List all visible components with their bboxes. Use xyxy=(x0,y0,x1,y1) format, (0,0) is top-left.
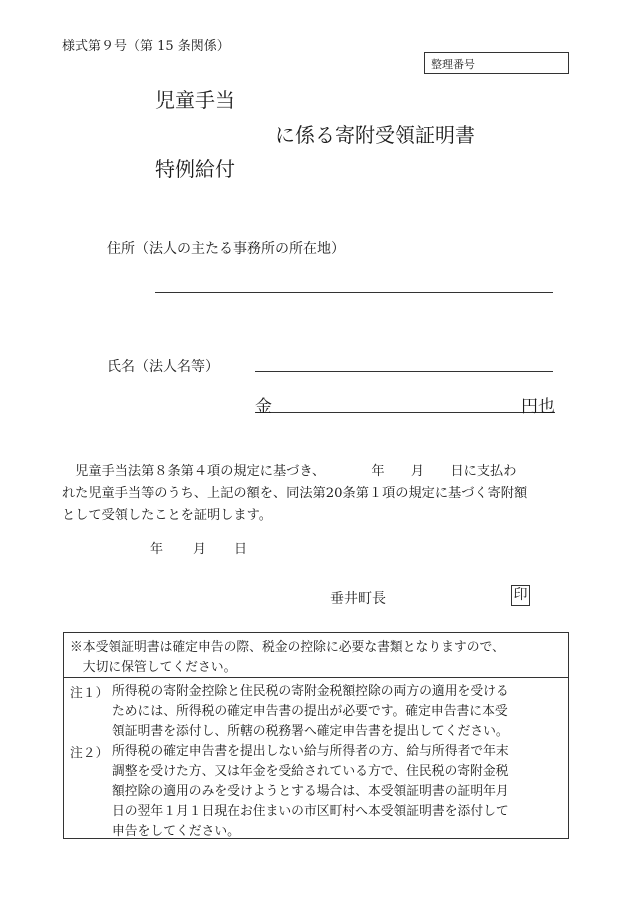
amount-prefix: 金 xyxy=(255,397,272,417)
note-line: 額控除の適用のみを受けようとする場合は、本受領証明書の証明年月 xyxy=(112,784,509,799)
certification-statement xyxy=(62,461,572,527)
note-line: 所得税の確定申告書を提出しない給与所得者の方、給与所得者で年末 xyxy=(112,744,509,759)
address-field-line xyxy=(155,292,553,293)
name-label: 氏名（法人名等） xyxy=(107,359,219,375)
issuer-title: 垂井町長 xyxy=(330,591,386,607)
caution-line: ※本受領証明書は確定申告の際、税金の控除に必要な書類となりますので、 xyxy=(70,640,505,655)
issue-date-month: 月 xyxy=(193,542,207,557)
caution-notice xyxy=(70,638,562,678)
note-line: ためには、所得税の確定申告書の提出が必要です。確定申告書に本受 xyxy=(112,704,508,719)
statement-line: れた児童手当等のうち、上記の額を、同法第20条第１項の規定に基づく寄附額 xyxy=(62,486,528,501)
statement-line: として受領したことを証明します。 xyxy=(62,508,272,523)
caution-line: 大切に保管してください。 xyxy=(70,660,237,675)
seiri-number-box xyxy=(424,52,569,74)
note-2-text xyxy=(112,742,509,842)
issue-date-day: 日 xyxy=(234,542,248,557)
note-line: 領証明書を添付し、所轄の税務署へ確定申告書を提出してください。 xyxy=(112,724,509,739)
note-line: 所得税の寄附金控除と住民税の寄附金税額控除の両方の適用を受ける xyxy=(112,684,509,699)
amount-field xyxy=(255,392,555,417)
note-1-text xyxy=(112,682,509,742)
title-line-3: 特例給付 xyxy=(155,157,235,181)
seal-mark: 印 xyxy=(511,585,530,606)
note-line: 日の翌年１月１日現在お住まいの市区町村へ本受領証明書を添付して xyxy=(112,804,509,819)
note-1-label: 注１） xyxy=(70,686,109,701)
statement-line: 児童手当法第８条第４項の規定に基づき、 年 月 日に支払わ xyxy=(62,464,517,479)
note-line: 調整を受けた方、又は年金を受給されている方で、住民税の寄附金税 xyxy=(112,764,509,779)
amount-suffix: 円也 xyxy=(521,397,555,417)
title-line-1: 児童手当 xyxy=(155,88,235,112)
note-line: 申告をしてください。 xyxy=(112,824,240,839)
title-line-2: に係る寄附受領証明書 xyxy=(275,123,475,147)
issue-date-year: 年 xyxy=(150,542,164,557)
form-number: 様式第９号（第 15 条関係） xyxy=(62,39,230,54)
note-2-label: 注２） xyxy=(70,746,109,761)
seiri-number-label: 整理番号 xyxy=(431,58,475,71)
name-field-line xyxy=(255,371,553,372)
address-label: 住所（法人の主たる事務所の所在地） xyxy=(107,241,345,257)
